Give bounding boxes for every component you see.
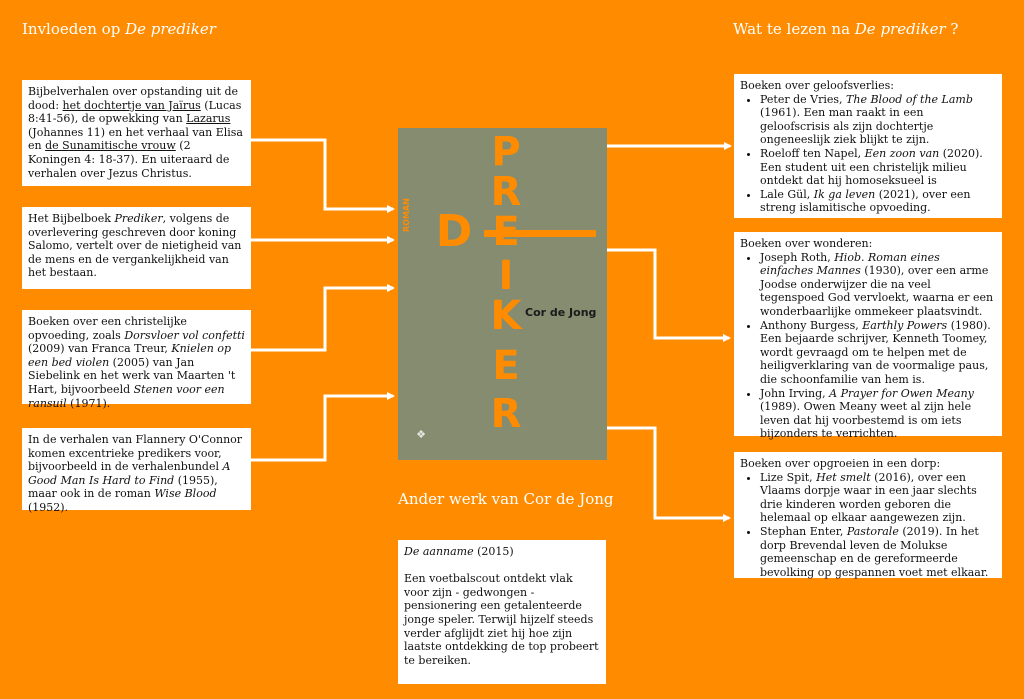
text-part: Lize Spit, — [760, 470, 817, 484]
heading-other-work: Ander werk van Cor de Jong — [398, 490, 614, 508]
text-part: (1961). Een man raakt in een geloofscrisis als zijn dochtertje ongeneeslijk ziek blijkt te zijn. — [760, 106, 934, 147]
influence-box-bible-stories — [22, 80, 251, 186]
text-part: Peter de Vries, — [760, 92, 847, 106]
reading-list-miracles — [740, 251, 996, 441]
text-part: (1971). — [66, 396, 111, 410]
cover-letter-d: D — [435, 206, 473, 257]
influence-box-christian-upbringing — [22, 310, 251, 410]
text-part: , volgens de overlevering geschreven door koning Salomo, vertelt over de nietigheid van de mens en de vergankelijkheid van het bestaan. — [28, 212, 242, 280]
text-part: (2 Koningen 4: 18-37). En uiteraard de verhalen over Jezus Christus. — [28, 139, 230, 180]
influence-text-christian-upbringing — [28, 315, 245, 410]
text-part: Boeken over een christelijke opvoeding, zoals — [28, 315, 187, 342]
text-part: (1930), over een arme Joodse onderwijzer die na veel tegenspoed God vervloekt, waarna er een wonderbaarlijke ommekeer plaatsvindt. — [760, 264, 994, 318]
list-item — [760, 319, 996, 387]
cover-author: Cor de Jong — [525, 306, 597, 319]
other-work-year: (2015) — [473, 545, 514, 558]
reading-box-village — [734, 452, 1002, 578]
influence-text-bible-stories — [28, 85, 245, 180]
book-title: Earthly Powers — [862, 318, 948, 332]
title-prediker: Prediker — [114, 212, 163, 225]
arrow-influence-1 — [251, 140, 393, 209]
other-work-title: De aanname — [404, 545, 474, 558]
cover-letter-e2: E — [492, 343, 520, 389]
other-work-title-line — [404, 545, 600, 559]
book-title: Hiob. Roman eines einfaches Mannes — [760, 250, 940, 278]
heading-reading-suffix: ? — [945, 20, 959, 38]
list-item — [760, 147, 996, 188]
reading-heading-village: Boeken over opgroeien in een dorp: — [740, 457, 941, 470]
cover-letter-p: P — [491, 129, 521, 175]
reading-list-faith-loss — [740, 93, 996, 215]
other-work-description: Een voetbalscout ontdekt vlak voor zijn - gedwongen - pensionering een getalenteerde jonge speler. Terwijl hijzelf steeds verder afglijdt ziet hij hoe zijn laatste ontdekking de top probeert te bereiken. — [404, 572, 599, 667]
reading-heading-miracles: Boeken over wonderen: — [740, 237, 873, 250]
heading-reading-title: De prediker — [854, 20, 946, 38]
title-dorsvloer: Dorsvloer vol confetti — [124, 328, 245, 342]
text-part: (2009) van Franca Treur, — [28, 342, 172, 356]
cover-letter-r: R — [490, 169, 522, 215]
reading-box-miracles — [734, 232, 1002, 441]
title-good-man: A Good Man Is Hard to Find — [28, 460, 231, 487]
cover-genre: ROMAN — [402, 198, 411, 232]
reading-list-village — [740, 471, 996, 580]
arrow-influence-4 — [251, 396, 393, 460]
text-part: (Lucas 8:41-56), de opwekking van — [28, 98, 242, 126]
reading-heading-faith-loss: Boeken over geloofsverlies: — [740, 79, 894, 92]
cover-letter-i: I — [498, 253, 514, 299]
title-knielen: Knielen op een bed violen — [28, 342, 232, 369]
influence-box-prediker — [22, 207, 251, 289]
list-item — [760, 471, 996, 525]
book-cover — [398, 128, 607, 460]
cover-letter-r2: R — [490, 391, 522, 437]
text-part: Bijbelverhalen over opstanding uit de dood: — [28, 85, 239, 112]
list-item — [760, 188, 996, 215]
arrow-reading-2 — [607, 250, 729, 338]
text-part: Joseph Roth, — [760, 250, 835, 264]
list-item — [760, 387, 996, 441]
arrow-influence-3 — [251, 288, 393, 350]
text-part: Roeloff ten Napel, — [760, 146, 865, 160]
book-title: Het smelt — [816, 470, 871, 484]
publisher-logo-icon: ❖ — [416, 428, 426, 441]
text-part: (2021), over een streng islamitische opvoeding. — [760, 187, 971, 215]
text-part: (1955), maar ook in de roman — [28, 473, 218, 501]
text-part: (Johannes 11) en het verhaal van Elisa en — [28, 125, 243, 153]
text-part: (1989). Owen Meany weet al zijn hele leven dat hij voorbestemd is om iets bijzonders te verrichten. — [760, 400, 972, 441]
link-sunamite[interactable]: de Sunamitische vrouw — [45, 139, 176, 153]
text-part: (1980). Een bejaarde schrijver, Kenneth Toomey, wordt gevraagd om te helpen met de heiligverklaring van de voormalige paus, die schoonfamilie van hem is. — [760, 318, 991, 386]
book-title: Ik ga leven — [813, 187, 876, 201]
text-part: (2005) van Jan Siebelink en het werk van Maarten 't Hart, bijvoorbeeld — [28, 355, 236, 396]
other-work-spacer — [404, 559, 600, 573]
heading-reading-prefix: Wat te lezen na — [733, 20, 855, 38]
list-item — [760, 251, 996, 319]
text-part: (1952). — [28, 500, 69, 514]
list-item — [760, 525, 996, 579]
title-stenen: Stenen voor een ransuil — [28, 382, 225, 410]
text-part: (2020). Een student uit een christelijk milieu ontdekt dat hij homoseksueel is — [760, 146, 983, 188]
cover-letter-e: E — [492, 209, 520, 255]
title-wise-blood: Wise Blood — [154, 487, 217, 501]
influence-text-oconnor — [28, 433, 245, 515]
text-part: In de verhalen van Flannery O'Connor komen excentrieke predikers voor, bijvoorbeeld in de verhalenbundel — [28, 433, 243, 474]
reading-box-faith-loss — [734, 74, 1002, 218]
text-part: (2019). In het dorp Brevendal leven de Molukse gemeenschap en de gereformeerde bevolking op gespannen voet met elkaar. — [760, 524, 989, 579]
text-part: Stephan Enter, — [760, 524, 847, 538]
text-part: John Irving, — [760, 386, 830, 400]
book-title: Een zoon van — [864, 146, 940, 160]
book-title: Pastorale — [846, 524, 899, 538]
text-part: (2016), over een Vlaams dorpje waar in een jaar slechts drie kinderen worden geboren die helemaal op elkaar aangewezen zijn. — [760, 470, 977, 525]
arrow-reading-3 — [607, 428, 729, 518]
link-jairus[interactable]: het dochtertje van Jaïrus — [62, 98, 201, 112]
text-part: Anthony Burgess, — [760, 318, 863, 332]
heading-reading — [733, 20, 958, 38]
heading-influences-prefix: Invloeden op — [22, 20, 126, 38]
influence-text-prediker — [28, 212, 245, 280]
cover-letter-k: K — [490, 293, 522, 339]
heading-influences-title: De prediker — [125, 20, 216, 38]
text-part: Het Bijbelboek — [28, 212, 115, 225]
link-lazarus[interactable]: Lazarus — [186, 112, 231, 126]
text-part: Lale Gül, — [760, 187, 814, 201]
other-work-box — [398, 540, 606, 684]
list-item — [760, 93, 996, 147]
influence-box-oconnor — [22, 428, 251, 514]
book-title: A Prayer for Owen Meany — [829, 386, 974, 400]
book-title: The Blood of the Lamb — [846, 92, 973, 106]
heading-influences — [22, 20, 216, 38]
